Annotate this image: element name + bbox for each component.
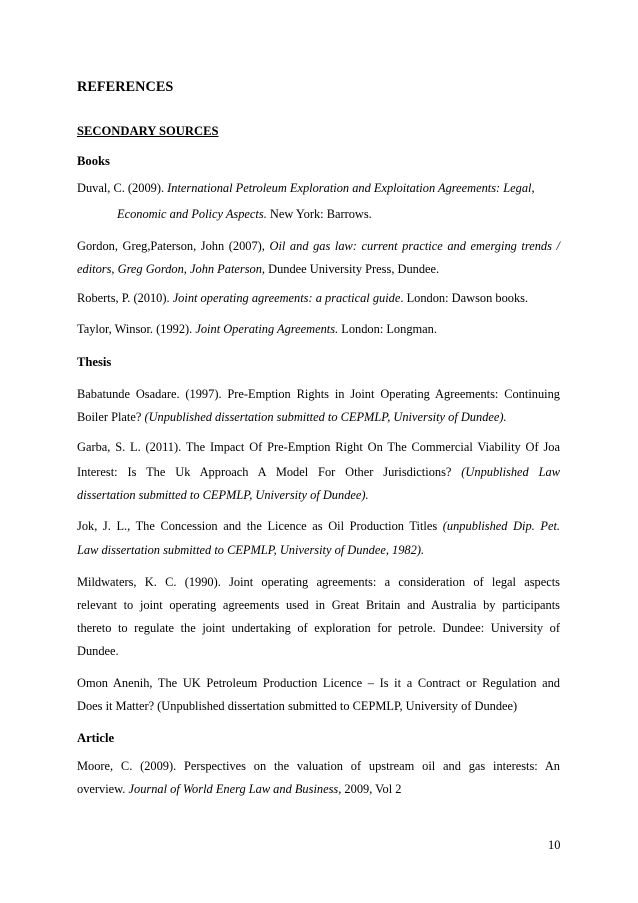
subsection-heading-books: Books — [77, 154, 110, 168]
reference-line: overview. Journal of World Energ Law and Business, 2009, Vol 2 — [77, 782, 402, 796]
reference-line: Mildwaters, K. C. (1990). Joint operating agreements: a consideration of legal aspects — [77, 575, 560, 589]
reference-line: Interest: Is The Uk Approach A Model For Other Jurisdictions? (Unpublished Law — [77, 465, 560, 479]
reference-line: dissertation submitted to CEPMLP, University of Dundee). — [77, 488, 369, 502]
page-number: 10 — [548, 838, 561, 852]
subsection-heading-thesis: Thesis — [77, 355, 112, 369]
reference-line: Babatunde Osadare. (1997). Pre-Emption Rights in Joint Operating Agreements: Continuing — [77, 387, 560, 401]
reference-line: Jok, J. L., The Concession and the Licence as Oil Production Titles (unpublished Dip. Pet. — [77, 519, 560, 533]
reference-line: Law dissertation submitted to CEPMLP, University of Dundee, 1982). — [77, 543, 425, 557]
reference-line: relevant to joint operating agreements used in Great Britain and Australia by participants — [77, 598, 560, 612]
reference-line: editors, Greg Gordon, John Paterson, Dundee University Press, Dundee. — [77, 262, 440, 276]
subsection-heading-article: Article — [77, 731, 115, 745]
section-heading-secondary-sources: SECONDARY SOURCES — [77, 124, 219, 138]
reference-line: Roberts, P. (2010). Joint operating agreements: a practical guide. London: Dawson books. — [77, 291, 529, 305]
reference-line: Duval, C. (2009). International Petroleum Exploration and Exploitation Agreements: Legal, — [77, 181, 535, 195]
reference-line: Moore, C. (2009). Perspectives on the valuation of upstream oil and gas interests: An — [77, 759, 560, 773]
reference-line: Boiler Plate? (Unpublished dissertation submitted to CEPMLP, University of Dundee). — [77, 410, 507, 424]
reference-line: Omon Anenih, The UK Petroleum Production Licence – Is it a Contract or Regulation and — [77, 676, 560, 690]
reference-line: Dundee. — [77, 644, 119, 658]
reference-line: Economic and Policy Aspects. New York: Barrows. — [117, 207, 372, 221]
page-title: REFERENCES — [77, 79, 174, 95]
reference-line: Does it Matter? (Unpublished dissertation submitted to CEPMLP, University of Dundee) — [77, 699, 518, 713]
reference-line: Taylor, Winsor. (1992). Joint Operating Agreements. London: Longman. — [77, 322, 437, 336]
reference-line: Garba, S. L. (2011). The Impact Of Pre-Emption Right On The Commercial Viability Of Joa — [77, 440, 560, 454]
reference-line: Gordon, Greg,Paterson, John (2007), Oil and gas law: current practice and emerging trends / — [77, 239, 560, 253]
reference-line: thereto to regulate the joint undertaking of exploration for petrole. Dundee: University of — [77, 621, 560, 635]
